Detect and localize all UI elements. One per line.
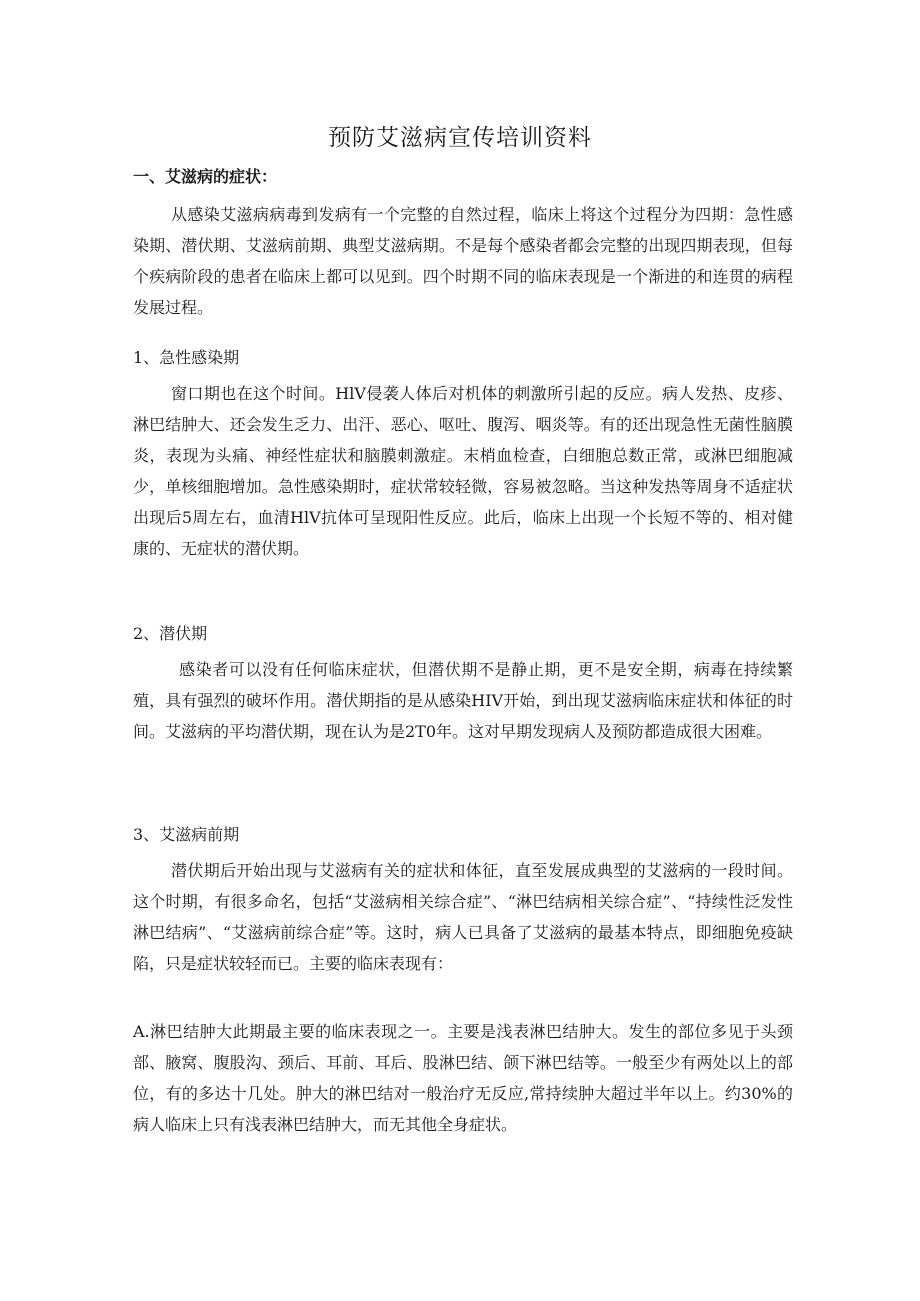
subheading-latent-period: 2、潜伏期 bbox=[133, 624, 208, 643]
document-title: 预防艾滋病宣传培训资料 bbox=[328, 125, 592, 151]
paragraph-item-a-lymph: A.淋巴结肿大此期最主要的临床表现之一。主要是浅表淋巴结肿大。发生的部位多见于头颈部、腋窝、腹股沟、颈后、耳前、耳后、股淋巴结、颌下淋巴结等。一般至少有两处以上的部位，有的多达十几处。肿大的淋巴结对一般治疗无反应,常持续肿大超过半年以上。约30%的病人临床上只有浅表淋巴结肿大，而无其他全身症状。 bbox=[133, 1022, 793, 1134]
subheading-pre-aids: 3、艾滋病前期 bbox=[133, 825, 240, 844]
section-heading-symptoms: 一、艾滋病的症状： bbox=[133, 167, 278, 186]
subheading-acute-infection: 1、急性感染期 bbox=[133, 348, 240, 367]
paragraph-pre-aids: 潜伏期后开始出现与艾滋病有关的症状和体征，直至发展成典型的艾滋病的一段时间。这个时期，有很多命名，包括“艾滋病相关综合症”、“淋巴结病相关综合症”、“持续性泛发性淋巴结病”、“艾滋病前综合症”等。这时，病人已具备了艾滋病的最基本特点，即细胞免疫缺陷，只是症状较轻而已。主要的临床表现有： bbox=[133, 861, 793, 973]
paragraph-latent-period: 感染者可以没有任何临床症状，但潜伏期不是静止期，更不是安全期，病毒在持续繁殖，具有强烈的破坏作用。潜伏期指的是从感染HIV开始，到出现艾滋病临床症状和体征的时间。艾滋病的平均潜伏期，现在认为是2T0年。这对早期发现病人及预防都造成很大困难。 bbox=[133, 660, 793, 741]
intro-paragraph: 从感染艾滋病病毒到发病有一个完整的自然过程，临床上将这个过程分为四期：急性感染期、潜伏期、艾滋病前期、典型艾滋病期。不是每个感染者都会完整的出现四期表现，但每个疾病阶段的患者在临床上都可以见到。四个时期不同的临床表现是一个渐进的和连贯的病程发展过程。 bbox=[133, 205, 793, 317]
paragraph-acute-infection: 窗口期也在这个时间。HlV侵袭人体后对机体的刺激所引起的反应。病人发热、皮疹、淋巴结肿大、还会发生乏力、出汗、恶心、呕吐、腹泻、咽炎等。有的还出现急性无菌性脑膜炎，表现为头痛、神经性症状和脑膜刺激症。末梢血检查，白细胞总数正常，或淋巴细胞减少，单核细胞增加。急性感染期时，症状常较轻微，容易被忽略。当这种发热等周身不适症状出现后5周左右，血清HlV抗体可呈现阳性反应。此后，临床上出现一个长短不等的、相对健康的、无症状的潜伏期。 bbox=[133, 384, 793, 558]
